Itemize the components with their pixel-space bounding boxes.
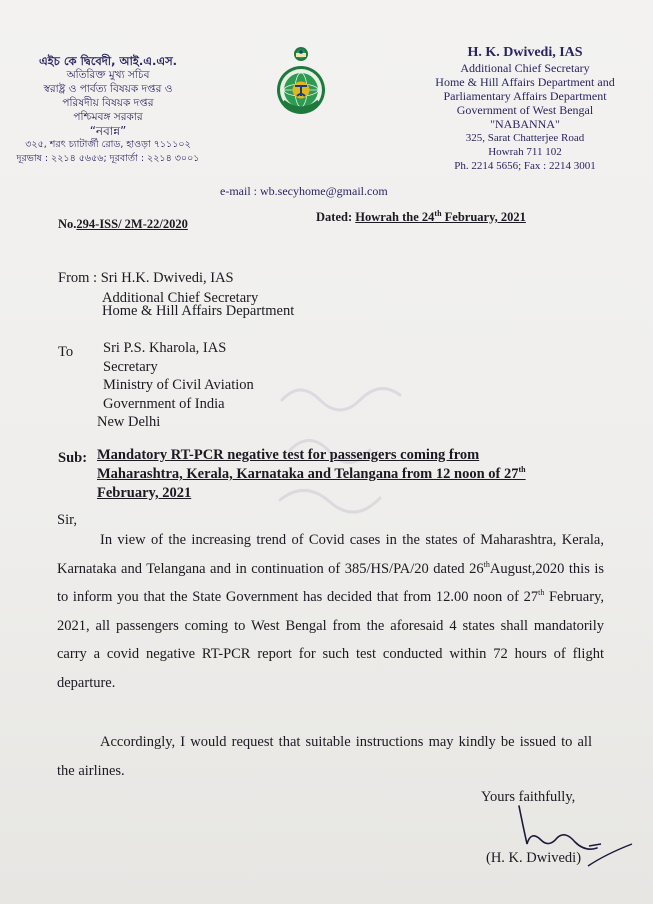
reference-value: 294-ISS/ 2M-22/2020 — [76, 217, 188, 231]
from-label: From : — [58, 270, 98, 286]
bengali-phone: দূরভাষ : ২২১৪ ৫৬৫৬; দূরবার্তা : ২২১৪ ৩০০১ — [16, 153, 200, 164]
english-address1: 325, Sarat Chatterjee Road — [465, 132, 585, 144]
english-letterhead — [420, 44, 630, 173]
bengali-building: “নবান্ন” — [89, 124, 127, 138]
english-phone: Ph. 2214 5656; Fax : 2214 3001 — [454, 160, 596, 172]
english-dept2: Parliamentary Affairs Department — [443, 89, 607, 103]
date-line — [316, 210, 526, 225]
reference-number — [58, 217, 188, 232]
from-line2: Additional Chief Secretary — [102, 290, 259, 306]
bengali-dept1: স্বরাষ্ট্র ও পার্বত্য বিষয়ক দপ্তর ও — [43, 83, 173, 95]
to-line2: Secretary — [103, 359, 158, 375]
signatory-name: (H. K. Dwivedi) — [486, 850, 582, 866]
bengali-name: এইচ কে দ্বিবেদী, আই.এ.এস. — [38, 54, 178, 68]
subject-main: Mandatory RT-PCR negative test for passengers coming from Maharashtra, Kerala, Karnataka and Telangana from 12 noon of 27 — [97, 447, 519, 482]
date-label: Dated: — [316, 210, 353, 224]
to-line3: Ministry of Civil Aviation — [103, 377, 254, 393]
date-rest: February, 2021 — [441, 210, 526, 224]
english-govt: Government of West Bengal — [456, 103, 594, 117]
bengali-letterhead — [8, 54, 208, 166]
signature-flourish-icon — [586, 840, 636, 870]
english-title: Additional Chief Secretary — [460, 61, 590, 75]
bengali-address: ৩২৫, শরৎ চ্যাটার্জী রোড, হাওড়া ৭১১১০২ — [25, 139, 191, 150]
to-line1: Sri P.S. Kharola, IAS — [103, 340, 227, 356]
to-line5: New Delhi — [97, 414, 161, 430]
english-name: H. K. Dwivedi, IAS — [467, 45, 583, 60]
from-line3: Home & Hill Affairs Department — [102, 303, 295, 319]
to-line4: Government of India — [103, 396, 225, 412]
from-block — [58, 268, 234, 288]
bengali-govt: পশ্চিমবঙ্গ সরকার — [73, 111, 143, 123]
subject-sup: th — [518, 465, 526, 475]
english-address2: Howrah 711 102 — [488, 146, 562, 158]
body-paragraph-1 — [57, 526, 604, 697]
paragraph1-sup1: th — [483, 559, 490, 569]
bengali-dept2: পরিষদীয় বিষয়ক দপ্তর — [62, 97, 154, 109]
paragraph1-part2: August,2020 this is to inform you that the State Government has decided that from 12.00 noon of 27 — [57, 560, 605, 605]
bengali-title: অতিরিক্ত মুখ্য সচিব — [66, 69, 150, 81]
to-label: To — [58, 344, 74, 360]
salutation: Sir, — [57, 512, 77, 528]
from-line1: Sri H.K. Dwivedi, IAS — [100, 270, 234, 286]
date-sup: th — [434, 208, 442, 218]
reference-prefix: No. — [58, 217, 77, 231]
body-paragraph-2: Accordingly, I would request that suitable instructions may kindly be issued to all the airlines. — [57, 734, 592, 779]
english-building: "NABANNA" — [490, 117, 560, 131]
date-place: Howrah the 24 — [355, 210, 435, 224]
closing-line: Yours faithfully, — [481, 789, 576, 805]
subject-label: Sub: — [58, 450, 88, 466]
paragraph1-sup2: th — [538, 588, 545, 598]
email-line: e-mail : wb.secyhome@gmail.com — [220, 184, 388, 198]
paragraph1-part3: February, 2021, all passengers coming to West Bengal from the aforesaid 4 states shall mandatorily carry a covid negative RT-PCR report for such test conducted within 72 hours of flight departure. — [57, 589, 605, 691]
subject-text — [97, 446, 567, 503]
english-dept1: Home & Hill Affairs Department and — [435, 75, 615, 89]
paragraph1-part1: In view of the increasing trend of Covid cases in the states of Maharashtra, Kerala, Karnataka and Telangana and in continuation of 385/HS/PA/20 dated 26 — [57, 532, 604, 577]
west-bengal-emblem-icon — [270, 46, 332, 118]
subject-tail: February, 2021 — [97, 485, 192, 501]
